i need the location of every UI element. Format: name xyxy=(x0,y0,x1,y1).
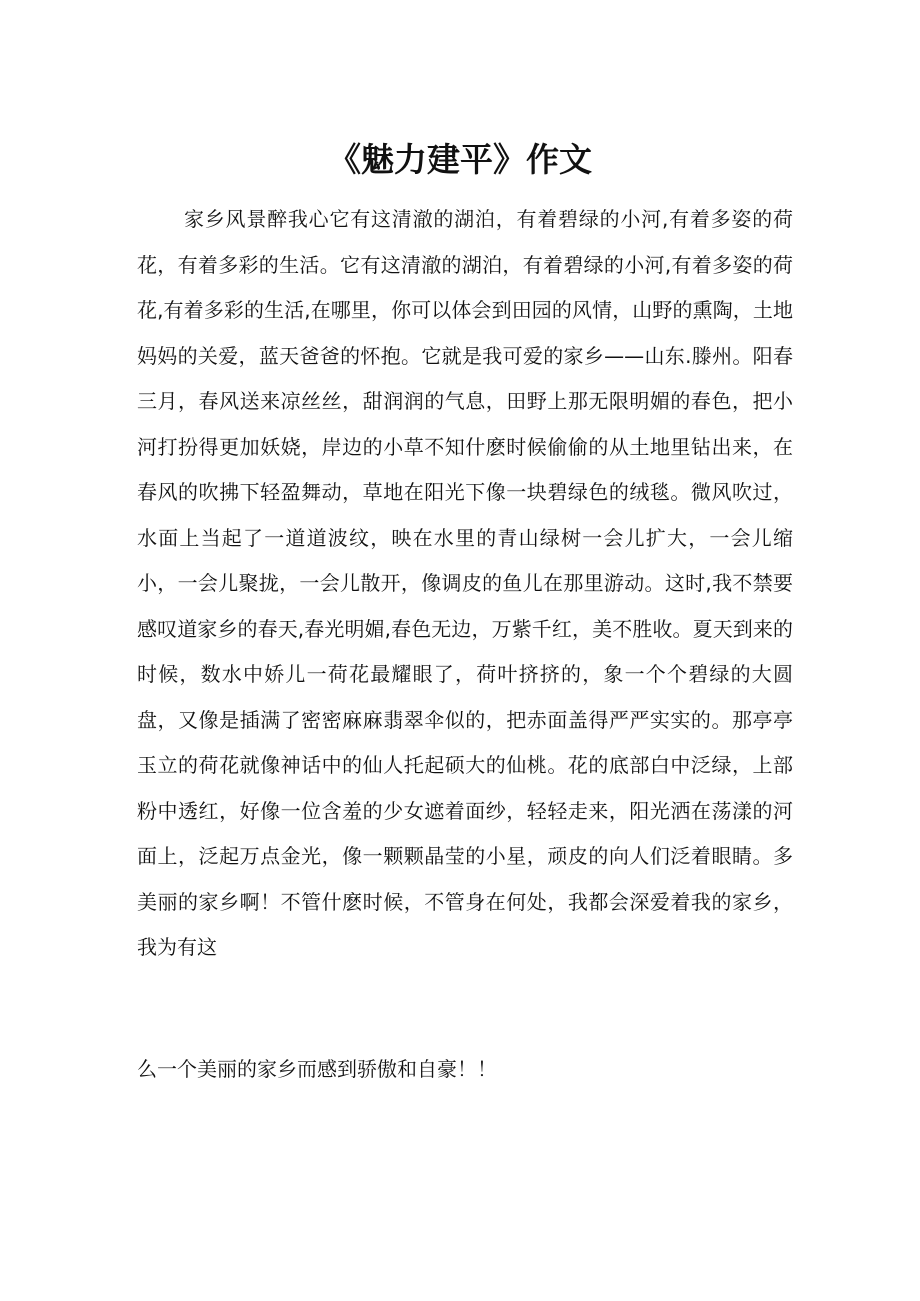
document-body-paragraph: 家乡风景醉我心它有这清澈的湖泊，有着碧绿的小河,有着多姿的荷花，有着多彩的生活。它有这清澈的湖泊，有着碧绿的小河,有着多姿的荷花,有着多彩的生活,在哪里，你可以体会到田园的风情，山野的熏陶，土地妈妈的关爱，蓝天爸爸的怀抱。它就是我可爱的家乡——山东.滕州。阳春三月，春风送来凉丝丝，甜润润的气息，田野上那无限明媚的春色，把小河打扮得更加妖娆，岸边的小草不知什麽时候偷偷的从土地里钻出来，在春风的吹拂下轻盈舞动，草地在阳光下像一块碧绿色的绒毯。微风吹过，水面上当起了一道道波纹，映在水里的青山绿树一会儿扩大，一会儿缩小，一会儿聚拢，一会儿散开，像调皮的鱼儿在那里游动。这时,我不禁要感叹道家乡的春天,春光明媚,春色无边，万紫千红，美不胜收。夏天到来的时候，数水中娇儿一荷花最耀眼了，荷叶挤挤的，象一个个碧绿的大圆盘，又像是插满了密密麻麻翡翠伞似的，把赤面盖得严严实实的。那亭亭玉立的荷花就像神话中的仙人托起硕大的仙桃。花的底部白中泛绿，上部粉中透红，好像一位含羞的少女遮着面纱，轻轻走来，阳光洒在荡漾的河面上，泛起万点金光，像一颗颗晶莹的小星，顽皮的向人们泛着眼睛。多美丽的家乡啊！不管什麽时候，不管身在何处，我都会深爱着我的家乡，我为有这 xyxy=(137,207,793,959)
document-tail-line: 么一个美丽的家乡而感到骄傲和自豪！！ xyxy=(137,1057,497,1081)
document-title: 《魅力建平》作文 xyxy=(328,140,592,179)
